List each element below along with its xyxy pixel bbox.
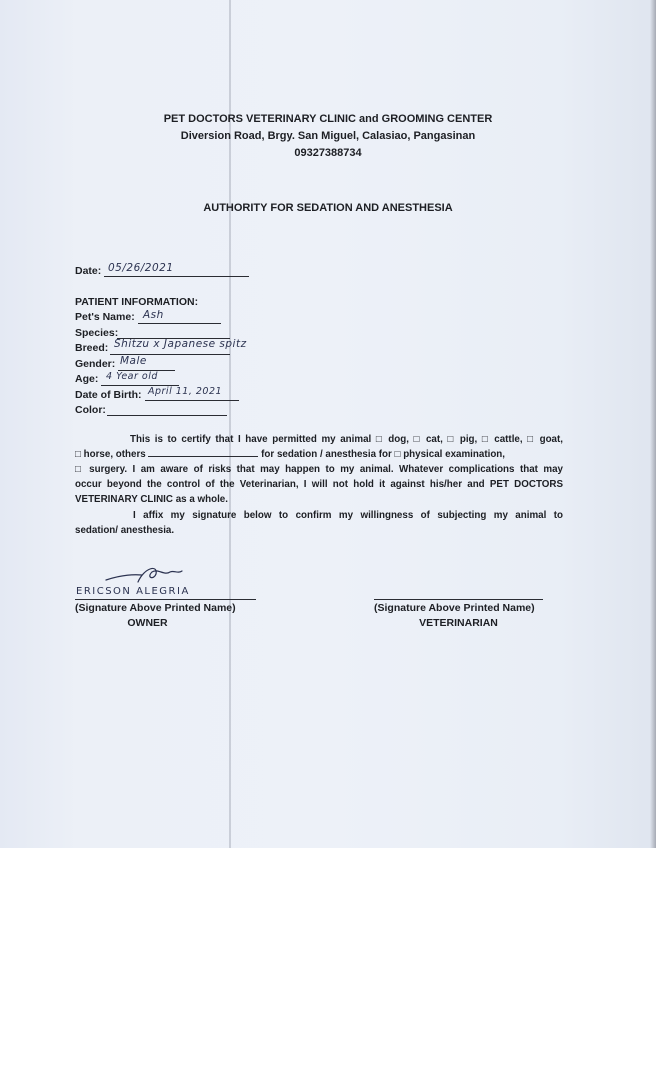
scan-edge-shadow: [650, 0, 656, 848]
cert-line-3: □ surgery. I am aware of risks that may happen to my animal. Whatever complications that may: [75, 464, 563, 475]
owner-printed-name: ERICSON ALEGRIA: [76, 586, 190, 597]
cert-line-6: I affix my signature below to confirm my willingness of subjecting my animal to: [133, 510, 563, 521]
pet-name-line: [138, 323, 221, 324]
vet-signature-line: [374, 599, 543, 600]
pet-name-label: Pet's Name:: [75, 311, 135, 323]
vet-role: VETERINARIAN: [419, 617, 498, 629]
owner-caption: (Signature Above Printed Name): [75, 602, 236, 614]
cert-line-2: [75, 447, 563, 463]
owner-signature-line: [75, 599, 256, 600]
age-value[interactable]: 4 Year old: [106, 371, 158, 382]
cert-line-2-start: □ horse, others: [75, 449, 146, 460]
breed-value[interactable]: Shitzu x Japanese spitz: [114, 338, 247, 350]
clinic-address: Diversion Road, Brgy. San Miguel, Calasiao, Pangasinan: [180, 130, 476, 142]
cert-line-2-end: for sedation / anesthesia for □ physical examination,: [261, 449, 506, 460]
cert-line-4: occur beyond the control of the Veterinarian, I will not hold it against his/her and PET DOCTORS: [75, 479, 563, 490]
date-line: [104, 276, 249, 277]
dob-value[interactable]: April 11, 2021: [148, 386, 223, 397]
date-label: Date:: [75, 265, 102, 277]
cert-line-1: This is to certify that I have permitted my animal □ dog, □ cat, □ pig, □ cattle, □ goat,: [130, 434, 563, 445]
clinic-name: PET DOCTORS VETERINARY CLINIC and GROOMING CENTER: [163, 113, 493, 125]
dob-line: [145, 400, 239, 401]
page-fold-line: [229, 0, 231, 848]
species-label: Species:: [75, 327, 119, 339]
date-value[interactable]: 05/26/2021: [108, 262, 174, 274]
age-label: Age:: [75, 373, 99, 385]
owner-signature-scribble: [100, 562, 190, 588]
others-blank[interactable]: [148, 447, 258, 457]
owner-role: OWNER: [127, 617, 168, 629]
form-title: AUTHORITY FOR SEDATION AND ANESTHESIA: [203, 202, 453, 214]
patient-info-heading: PATIENT INFORMATION:: [75, 296, 199, 308]
gender-label: Gender:: [75, 358, 116, 370]
color-label: Color:: [75, 404, 106, 416]
color-line: [107, 415, 227, 416]
cert-line-5: VETERINARY CLINIC as a whole.: [75, 494, 228, 505]
cert-line-7: sedation/ anesthesia.: [75, 525, 175, 536]
vet-caption: (Signature Above Printed Name): [374, 602, 535, 614]
pet-name-value[interactable]: Ash: [143, 309, 164, 321]
breed-label: Breed:: [75, 342, 109, 354]
gender-value[interactable]: Male: [120, 355, 147, 367]
clinic-phone: 09327388734: [294, 147, 362, 159]
dob-label: Date of Birth:: [75, 389, 142, 401]
